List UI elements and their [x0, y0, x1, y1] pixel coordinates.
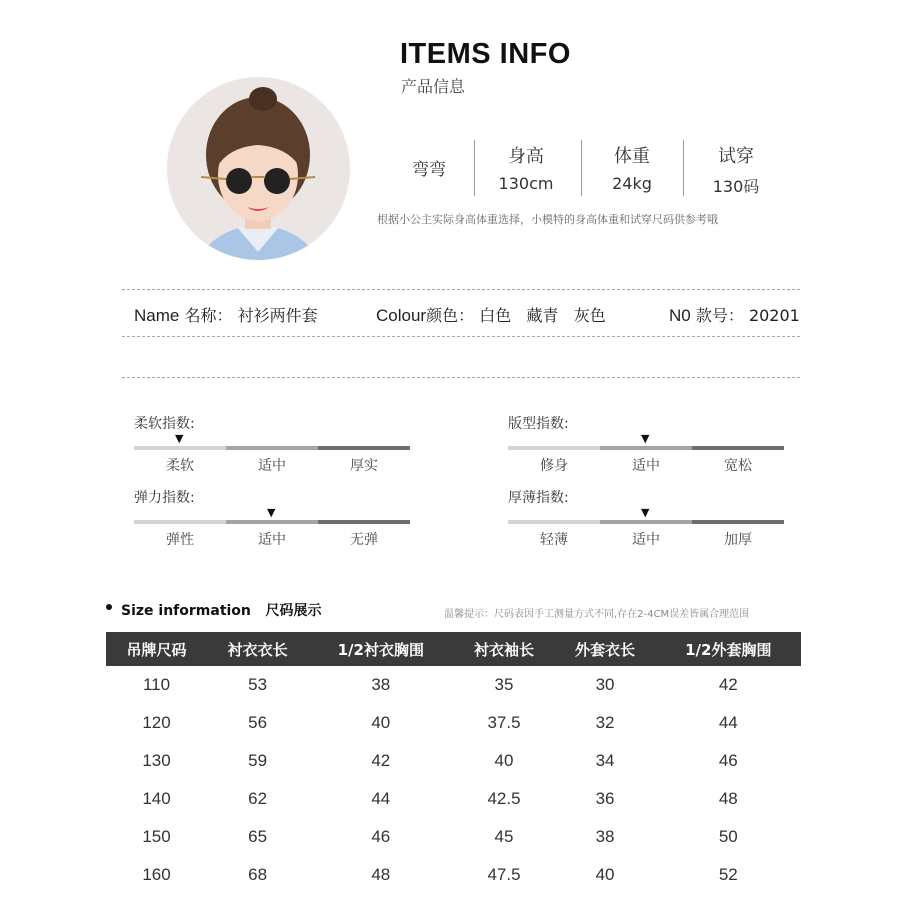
- header-cell: 衬衣衣长: [207, 632, 308, 666]
- name-label-en: Name: [134, 306, 180, 325]
- stat-label: 身高: [508, 146, 544, 167]
- index-marker-icon: ▼: [641, 506, 650, 519]
- no-label-en: N0: [669, 306, 691, 325]
- table-cell: 35: [494, 675, 514, 694]
- size-section-title: Size information 尺码展示: [121, 603, 322, 619]
- table-cell: 48: [371, 865, 391, 884]
- stat-value: 24kg: [612, 174, 652, 193]
- index-bar-segment: [508, 520, 600, 524]
- table-cell: 46: [371, 827, 391, 846]
- table-cell: 68: [248, 865, 268, 884]
- index-option: 厚实: [350, 458, 378, 474]
- table-cell: 48: [718, 789, 738, 808]
- table-cell: 40: [371, 713, 391, 732]
- header-cell: 吊牌尺码: [106, 632, 207, 666]
- divider: [122, 289, 800, 290]
- stat-tryon: [684, 142, 788, 197]
- index-option: 加厚: [724, 532, 752, 548]
- index-marker-icon: ▼: [641, 432, 650, 445]
- table-cell: 40: [494, 751, 514, 770]
- model-avatar: [167, 77, 350, 260]
- index-option: 适中: [632, 532, 660, 548]
- table-cell: 44: [718, 713, 738, 732]
- divider: [122, 377, 800, 378]
- name-label-cn: 名称：: [184, 306, 233, 325]
- table-cell: 37.5: [487, 713, 521, 732]
- table-cell: 34: [595, 751, 615, 770]
- page-title: ITEMS INFO: [400, 38, 571, 70]
- name-value: 衬衫两件套: [237, 306, 318, 325]
- index-label: 弹力指数:: [134, 490, 195, 506]
- table-row: [106, 666, 801, 704]
- index-marker-icon: ▼: [267, 506, 276, 519]
- table-cell: 42.5: [487, 789, 521, 808]
- bullet-dot: [106, 604, 112, 610]
- table-cell: 50: [718, 827, 738, 846]
- stat-value: 130cm: [498, 174, 554, 193]
- table-cell: 130: [142, 751, 171, 770]
- size-tip: 温馨提示：尺码表因手工测量方式不同,存在2-4CM误差皆属合理范围: [444, 609, 750, 620]
- stat-label: 试穿: [718, 146, 754, 167]
- table-cell: 42: [718, 675, 738, 694]
- colour-label-cn: 颜色：: [426, 306, 475, 325]
- index-option: 修身: [540, 458, 568, 474]
- table-cell: 62: [248, 789, 268, 808]
- divider: [122, 336, 800, 337]
- index-bar-segment: [318, 446, 410, 450]
- table-cell: 160: [142, 865, 171, 884]
- table-row: [106, 704, 801, 742]
- model-photo: [167, 77, 350, 260]
- index-option: 轻薄: [540, 532, 568, 548]
- header-cell: 外套衣长: [555, 632, 656, 666]
- index-option: 适中: [258, 532, 286, 548]
- index-bar-segment: [692, 446, 784, 450]
- index-option: 弹性: [166, 532, 194, 548]
- colour-label-en: Colour: [376, 306, 427, 325]
- index-bar-segment: [692, 520, 784, 524]
- table-cell: 47.5: [487, 865, 521, 884]
- product-name: [134, 303, 318, 326]
- table-cell: 38: [595, 827, 615, 846]
- table-cell: 120: [142, 713, 171, 732]
- header-cell: 衬衣袖长: [453, 632, 554, 666]
- size-table: [106, 632, 801, 894]
- stat-weight: [580, 142, 684, 193]
- index-bar-segment: [226, 520, 318, 524]
- index-option: 适中: [258, 458, 286, 474]
- table-cell: 140: [142, 789, 171, 808]
- table-cell: 110: [142, 675, 171, 694]
- table-row: [106, 818, 801, 856]
- size-table-header: [106, 632, 801, 666]
- table-cell: 44: [371, 789, 391, 808]
- index-marker-icon: ▼: [175, 432, 184, 445]
- table-cell: 46: [718, 751, 738, 770]
- colour-value: 白色 藏青 灰色: [479, 306, 606, 325]
- index-bar-segment: [226, 446, 318, 450]
- table-row: [106, 742, 801, 780]
- index-bar-segment: [134, 520, 226, 524]
- index-label: 版型指数:: [508, 416, 569, 432]
- table-cell: 150: [142, 827, 171, 846]
- index-option: 无弹: [350, 532, 378, 548]
- index-option: 适中: [632, 458, 660, 474]
- table-row: [106, 856, 801, 894]
- stat-height: [474, 142, 578, 193]
- table-cell: 42: [371, 751, 391, 770]
- index-bar-segment: [600, 446, 692, 450]
- table-cell: 52: [718, 865, 738, 884]
- index-label: 厚薄指数:: [508, 490, 569, 506]
- product-colour: [376, 303, 606, 326]
- index-bar-segment: [318, 520, 410, 524]
- table-row: [106, 780, 801, 818]
- no-value: 20201: [748, 306, 800, 325]
- page-subtitle: 产品信息: [401, 77, 466, 96]
- model-name: 弯弯: [412, 160, 446, 180]
- index-option: 宽松: [724, 458, 752, 474]
- table-cell: 45: [494, 827, 514, 846]
- table-cell: 65: [248, 827, 268, 846]
- no-label-cn: 款号：: [695, 306, 744, 325]
- table-cell: 40: [595, 865, 615, 884]
- index-label: 柔软指数:: [134, 416, 195, 432]
- table-cell: 59: [248, 751, 268, 770]
- fit-note: 根据小公主实际身高体重选择，小模特的身高体重和试穿尺码供参考哦: [377, 213, 718, 226]
- table-cell: 53: [248, 675, 268, 694]
- table-cell: 36: [595, 789, 615, 808]
- table-cell: 56: [248, 713, 268, 732]
- index-bar-segment: [600, 520, 692, 524]
- product-number: [669, 303, 800, 326]
- table-cell: 32: [595, 713, 615, 732]
- index-bar-segment: [508, 446, 600, 450]
- stat-value: 130码: [712, 177, 760, 196]
- header-cell: 1/2外套胸围: [656, 632, 801, 666]
- stat-label: 体重: [614, 146, 650, 167]
- table-cell: 38: [371, 675, 391, 694]
- table-cell: 30: [595, 675, 615, 694]
- index-option: 柔软: [166, 458, 194, 474]
- header-cell: 1/2衬衣胸围: [308, 632, 453, 666]
- index-bar-segment: [134, 446, 226, 450]
